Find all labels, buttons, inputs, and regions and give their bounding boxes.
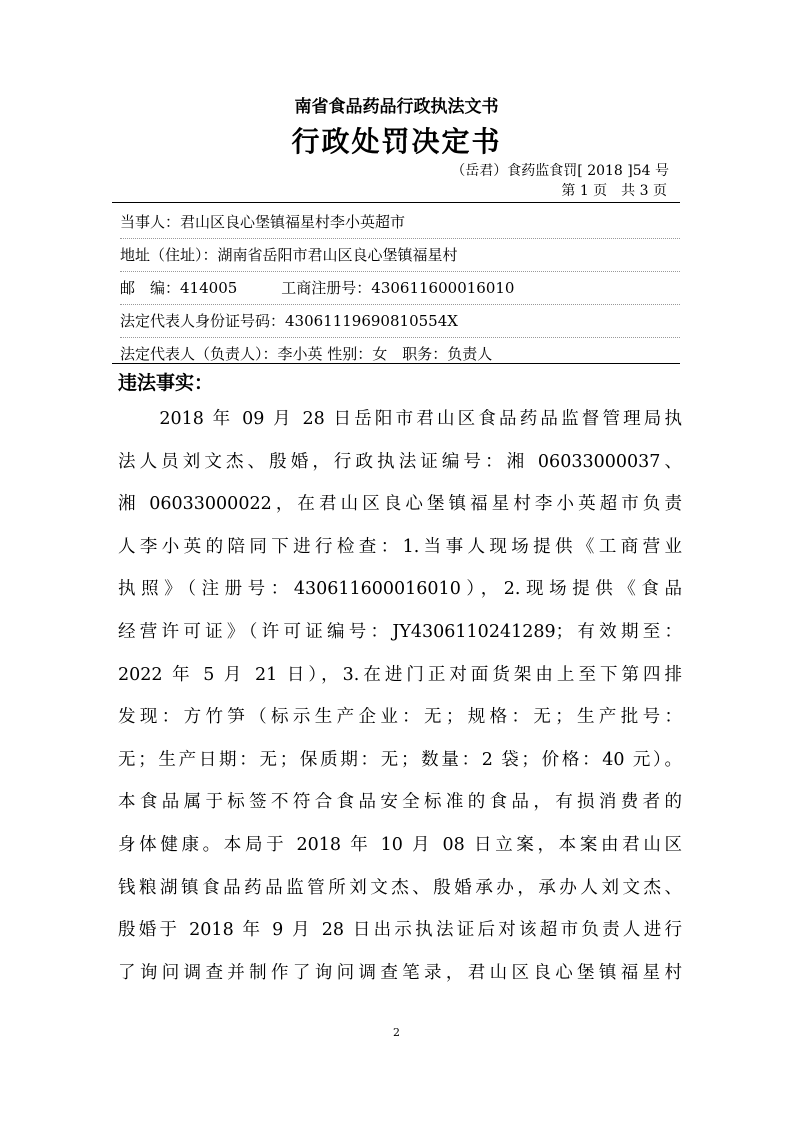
body-line: 湘 06033000022，在君山区良心堡镇福星村李小英超市负责 bbox=[118, 494, 682, 515]
address-line: 地址（住址）：湖南省岳阳市君山区良心堡镇福星村 bbox=[120, 239, 680, 272]
page-number: 2 bbox=[393, 1026, 400, 1039]
body-line: 钱粮湖镇食品药品监管所刘文杰、殷婚承办，承办人刘文杰、 bbox=[118, 877, 682, 898]
party-info-block bbox=[120, 206, 680, 370]
header-divider bbox=[112, 202, 680, 203]
body-line: 执照》（注册号：430611600016010），2.现场提供《食品 bbox=[118, 579, 682, 600]
violation-facts-heading: 违法事实： bbox=[118, 372, 214, 394]
body-line: 身体健康。本局于 2018 年 10 月 08 日立案，本案由君山区 bbox=[118, 834, 682, 855]
body-line: 2018 年 09 月 28 日岳阳市君山区食品药品监督管理局执 bbox=[118, 409, 682, 429]
postcode-registration-line bbox=[120, 272, 680, 305]
violation-facts-body bbox=[118, 398, 682, 994]
body-line: 了询问调查并制作了询问调查笔录，君山区良心堡镇福星村 bbox=[118, 962, 682, 983]
registration-label: 工商注册号： bbox=[281, 279, 372, 297]
document-title: 行政处罚决定书 bbox=[291, 125, 502, 158]
body-line: 殷婚于 2018 年 9 月 28 日出示执法证后对该超市负责人进行 bbox=[118, 920, 682, 941]
agency-header: 南省食品药品行政执法文书 bbox=[294, 97, 499, 117]
id-number-line: 法定代表人身份证号码：43061119690810554X bbox=[120, 305, 680, 338]
body-line: 2022 年 5 月 21 日），3.在进门正对面货架由上至下第四排 bbox=[118, 664, 682, 685]
postcode-label: 邮 编： bbox=[120, 279, 181, 297]
body-line: 发现：方竹笋（标示生产企业：无；规格：无；生产批号： bbox=[118, 707, 682, 728]
postcode-value: 414005 bbox=[180, 279, 238, 297]
body-line: 本食品属于标签不符合食品安全标准的食品，有损消费者的 bbox=[118, 792, 682, 813]
page-count: 第 1 页 共 3 页 bbox=[561, 183, 667, 199]
body-line: 无；生产日期：无；保质期：无；数量：2 袋；价格：40 元）。 bbox=[118, 749, 682, 770]
party-divider bbox=[112, 363, 680, 364]
party-name-line: 当事人：君山区良心堡镇福星村李小英超市 bbox=[120, 206, 680, 239]
representative-line: 法定代表人（负责人）：李小英 性别：女 职务：负责人 bbox=[120, 345, 493, 363]
document-number: （岳君）食药监食罚[ 2018 ]54 号 bbox=[451, 163, 669, 179]
registration-value: 430611600016010 bbox=[371, 279, 515, 297]
body-line: 人李小英的陪同下进行检查：1.当事人现场提供《工商营业 bbox=[118, 536, 682, 557]
body-line: 法人员刘文杰、殷婚，行政执法证编号：湘 06033000037、 bbox=[118, 451, 682, 472]
body-line: 经营许可证》（许可证编号：JY4306110241289；有效期至： bbox=[118, 621, 682, 642]
